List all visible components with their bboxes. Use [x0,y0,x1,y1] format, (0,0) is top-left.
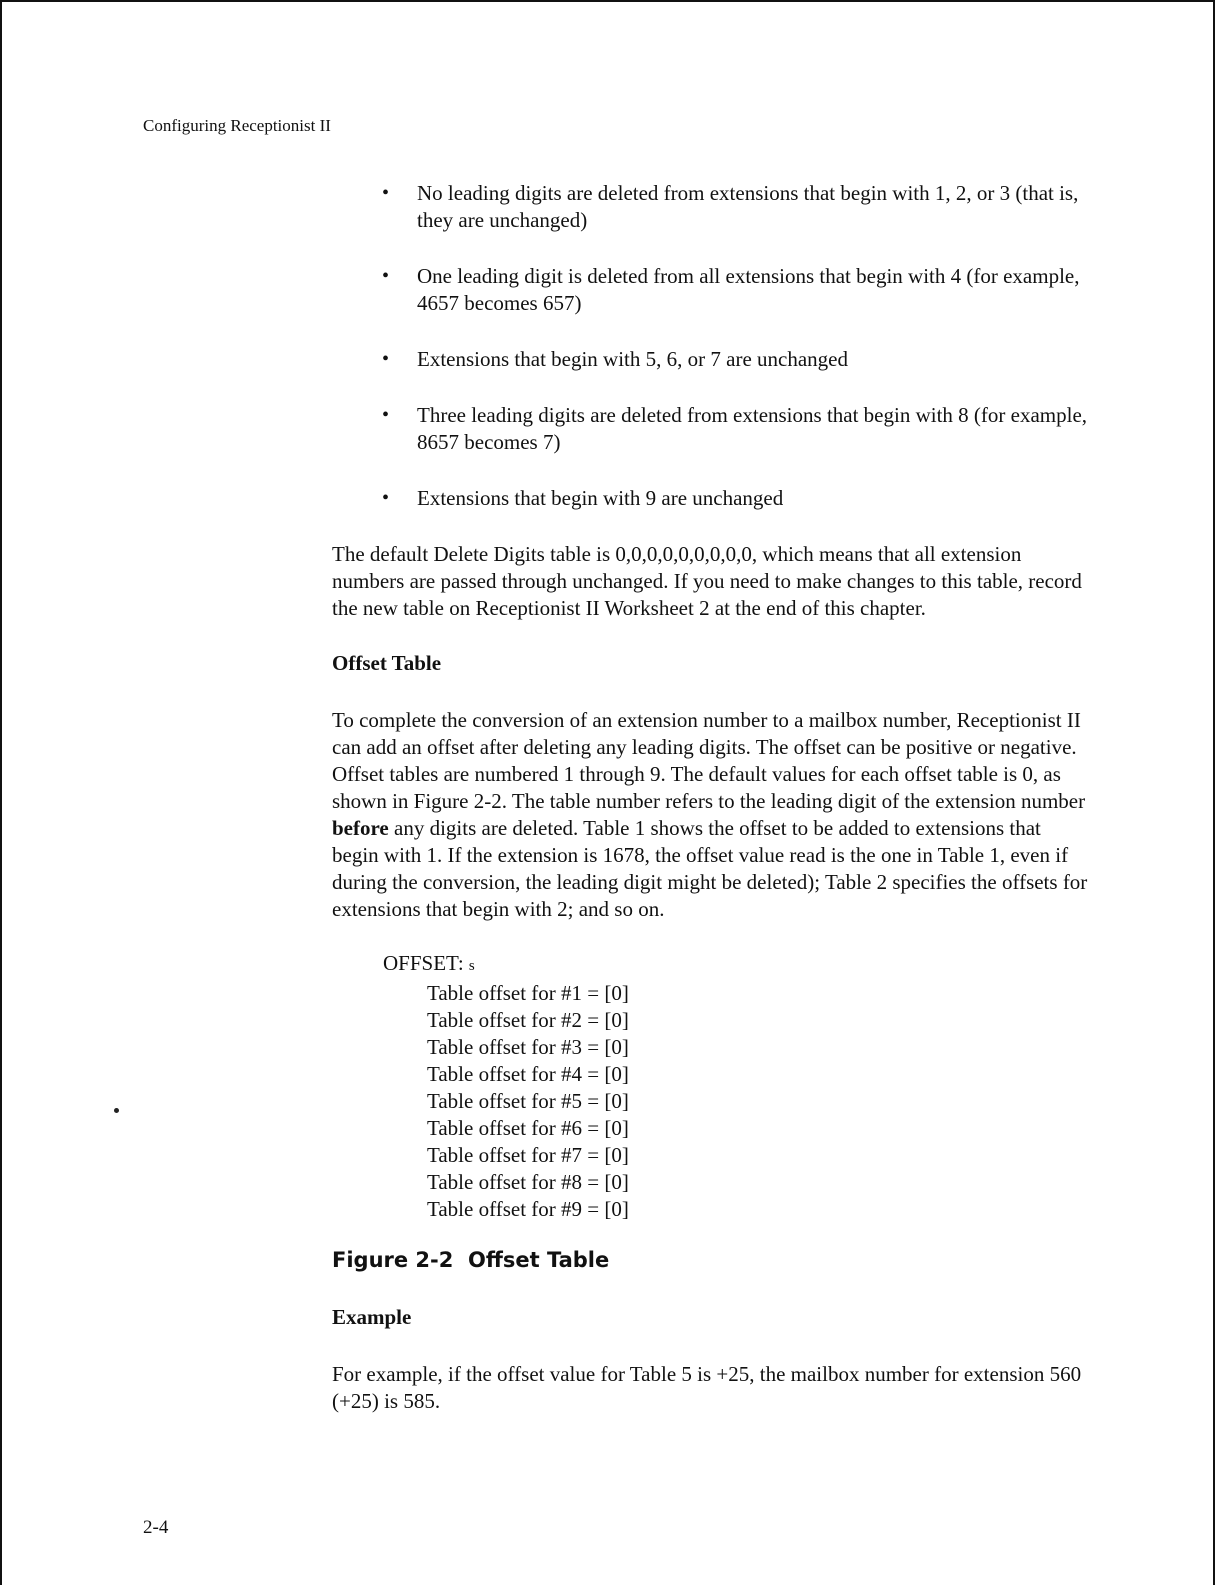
running-head: Configuring Receptionist II [143,116,331,135]
scan-speck [114,1108,119,1113]
bullet-icon: • [382,182,390,204]
offset-listing [383,950,1092,1223]
offset-paragraph-part2: any digits are deleted. Table 1 shows the offset to be added to extensions that begin with 1. If the extension is 1678, the offset value read is the one in Table 1, even if during the conversion, the leading digit might be deleted); Table 2 specifies the offsets for extensions that begin with 2; and so on. [332,816,1088,921]
offset-listing-header [383,950,1092,980]
bullet-item [332,346,1092,373]
bullet-text: Three leading digits are deleted from extensions that begin with 8 (for example, 8657 becomes 7) [417,403,1088,454]
offset-header-suffix: s [468,958,475,974]
offset-row: Table offset for #6 = [0] [427,1116,629,1140]
bullet-item [332,263,1092,317]
offset-row: Table offset for #7 = [0] [427,1143,629,1167]
example-heading: Example [332,1305,412,1329]
offset-paragraph-bold: before [332,816,389,840]
page-body [332,180,1092,1415]
offset-row: Table offset for #4 = [0] [427,1062,629,1086]
bullet-text: Extensions that begin with 9 are unchanged [417,486,784,510]
bullet-text: Extensions that begin with 5, 6, or 7 are unchanged [417,347,848,371]
default-table-paragraph: The default Delete Digits table is 0,0,0,0,0,0,0,0,0, which means that all extension numbers are passed through unchanged. If you need to make changes to this table, record the new table on Receptionist II Worksheet 2 at the end of this chapter. [332,542,1082,620]
figure-caption: Figure 2-2 Offset Table [332,1248,610,1272]
bullet-text: One leading digit is deleted from all extensions that begin with 4 (for example, 4657 becomes 657) [417,264,1080,315]
offset-row: Table offset for #3 = [0] [427,1035,629,1059]
offset-row: Table offset for #2 = [0] [427,1008,629,1032]
bullet-icon: • [382,348,390,370]
example-paragraph: For example, if the offset value for Table 5 is +25, the mailbox number for extension 560 (+25) is 585. [332,1362,1082,1413]
bullet-item [332,402,1092,456]
offset-row: Table offset for #5 = [0] [427,1089,629,1113]
bullet-text: No leading digits are deleted from extensions that begin with 1, 2, or 3 (that is, they are unchanged) [417,181,1079,232]
offset-row: Table offset for #9 = [0] [427,1197,629,1221]
offset-table-heading: Offset Table [332,651,442,675]
page-number: 2-4 [143,1517,169,1538]
offset-header-label: OFFSET: [383,951,464,975]
bullet-icon: • [382,404,390,426]
offset-paragraph-part1: To complete the conversion of an extension number to a mailbox number, Receptionist II can add an offset after deleting any leading digits. The offset can be positive or negative. Offset tables are numbered 1 through 9. The default values for each offset table is 0, as shown in Figure 2-2. The table number refers to the leading digit of the extension number [332,708,1086,813]
offset-paragraph [332,707,1092,923]
offset-row: Table offset for #1 = [0] [427,981,629,1005]
bullet-item [332,180,1092,234]
offset-row: Table offset for #8 = [0] [427,1170,629,1194]
bullet-list [332,180,1092,512]
bullet-icon: • [382,487,390,509]
bullet-item [332,485,1092,512]
bullet-icon: • [382,265,390,287]
